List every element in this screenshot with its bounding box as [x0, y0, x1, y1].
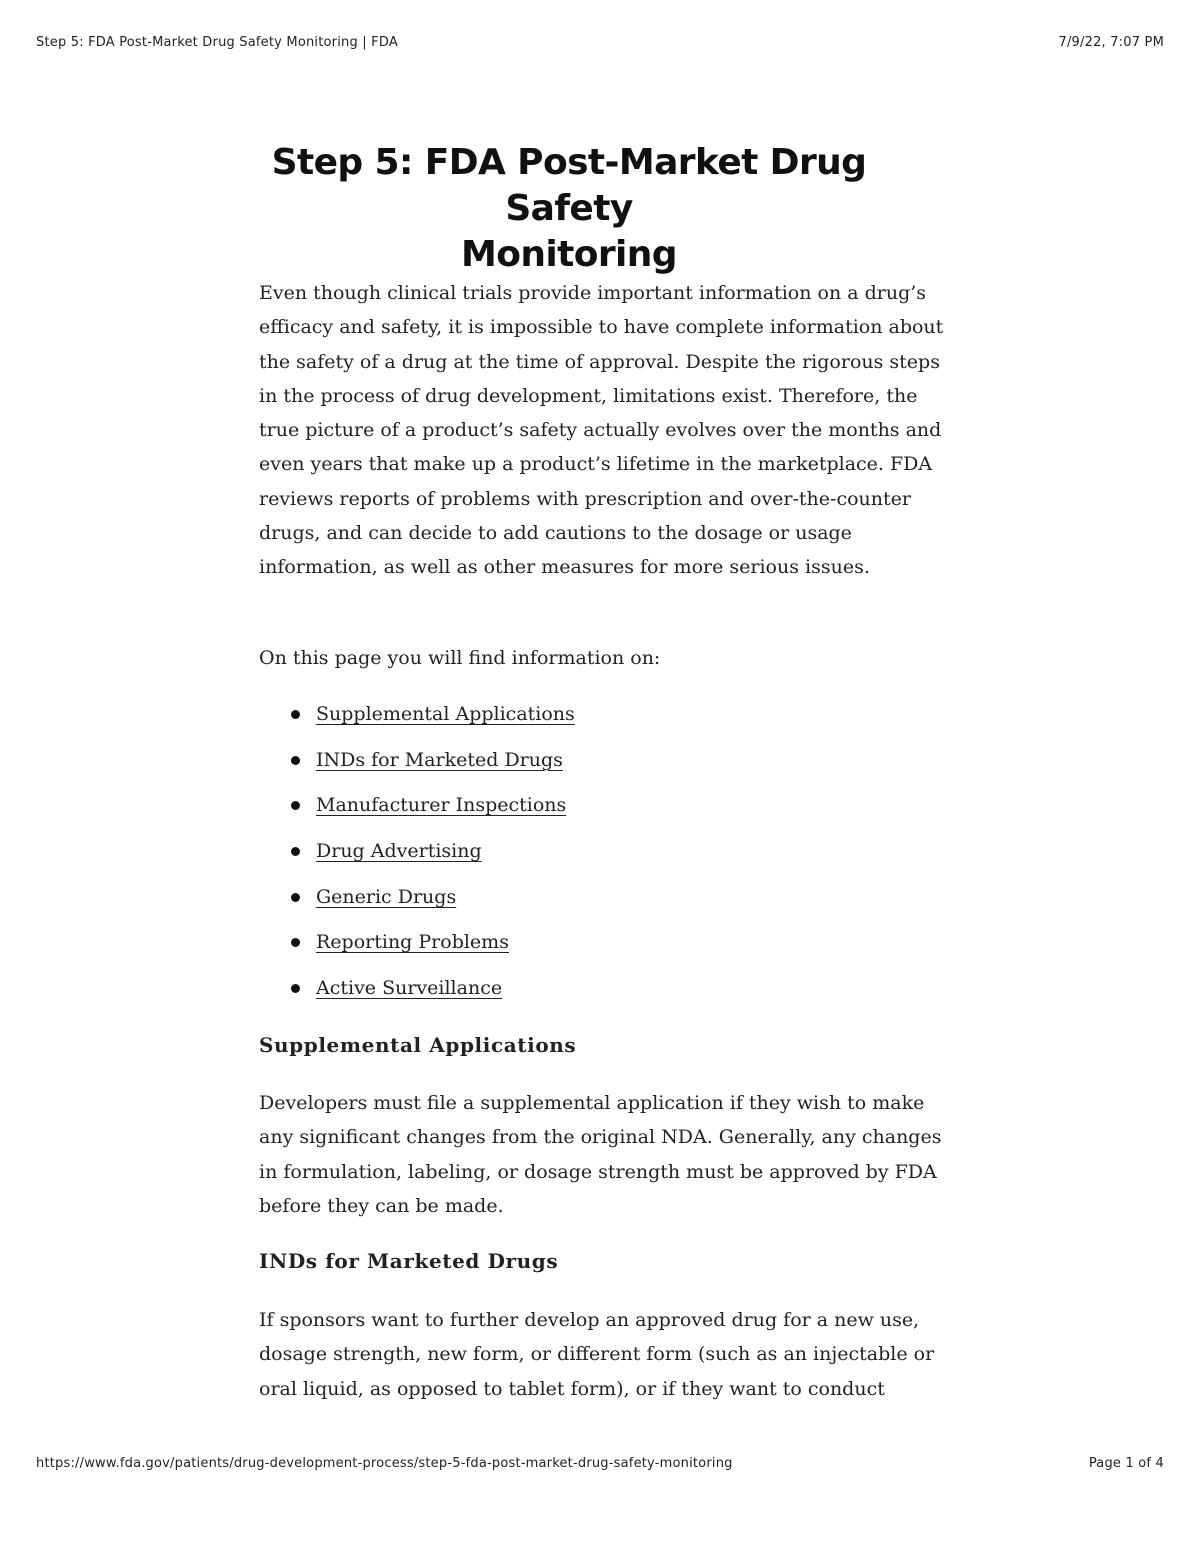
toc-link-manufacturer-inspections[interactable]: Manufacturer Inspections — [316, 794, 567, 817]
toc-item-reporting-problems — [259, 925, 575, 971]
toc-item-drug-advertising — [259, 834, 575, 880]
section-heading-supplemental-applications: Supplemental Applications — [259, 1033, 577, 1057]
bullet-icon — [291, 710, 300, 719]
bullet-icon — [291, 756, 300, 765]
bullet-icon — [291, 847, 300, 856]
print-footer — [36, 1456, 1164, 1471]
toc-item-manufacturer-inspections — [259, 788, 575, 834]
page-title-line1: Step 5: FDA Post-Market Drug Safety — [271, 142, 867, 229]
bullet-icon — [291, 801, 300, 810]
section-body-supplemental-applications: Developers must file a supplemental application if they wish to make any significant changes from the original NDA. Generally, any changes in formulation, labeling, or dosage strength must be approved by FDA before they can be made. — [259, 1092, 942, 1217]
toc-link-reporting-problems[interactable]: Reporting Problems — [316, 931, 509, 954]
print-header-title: Step 5: FDA Post-Market Drug Safety Monitoring | FDA — [36, 35, 398, 50]
bullet-icon — [291, 938, 300, 947]
toc-item-inds-for-marketed-drugs — [259, 743, 575, 789]
toc-item-active-surveillance — [259, 971, 575, 1017]
bullet-icon — [291, 984, 300, 993]
toc-link-drug-advertising[interactable]: Drug Advertising — [316, 840, 482, 863]
table-of-contents — [259, 697, 575, 1017]
section-body-inds-for-marketed-drugs: If sponsors want to further develop an approved drug for a new use, dosage strength, new form, or different form (such as an injectable or oral liquid, as opposed to tablet form), or if they want to conduct — [259, 1309, 935, 1400]
print-header-datetime: 7/9/22, 7:07 PM — [1058, 35, 1164, 50]
print-header — [36, 35, 1164, 50]
toc-item-supplemental-applications — [259, 697, 575, 743]
page-title-line2: Monitoring — [461, 234, 677, 275]
page-title — [219, 140, 919, 278]
print-footer-url: https://www.fda.gov/patients/drug-development-process/step-5-fda-post-market-drug-safety-monitoring — [36, 1456, 733, 1471]
toc-link-generic-drugs[interactable]: Generic Drugs — [316, 885, 457, 908]
toc-link-active-surveillance[interactable]: Active Surveillance — [316, 977, 503, 1000]
toc-item-generic-drugs — [259, 880, 575, 926]
section-heading-inds-for-marketed-drugs: INDs for Marketed Drugs — [259, 1249, 559, 1273]
bullet-icon — [291, 893, 300, 902]
toc-link-supplemental-applications[interactable]: Supplemental Applications — [316, 703, 575, 725]
print-footer-page-number: Page 1 of 4 — [1088, 1456, 1164, 1471]
intro-paragraph: Even though clinical trials provide important information on a drug’s efficacy and safety, it is impossible to have complete information about the safety of a drug at the time of approval. Despite the rigorous steps in the process of drug development, limitations exist. Therefore, the true picture of a product’s safety actually evolves over the months and even years that make up a product’s lifetime in the marketplace. FDA reviews reports of problems with prescription and over-the-counter drugs, and can decide to add cautions to the dosage or usage information, as well as other measures for more serious issues. — [259, 282, 944, 579]
toc-link-inds-for-marketed-drugs[interactable]: INDs for Marketed Drugs — [316, 748, 563, 771]
toc-lead-in: On this page you will find information on: — [259, 647, 661, 669]
